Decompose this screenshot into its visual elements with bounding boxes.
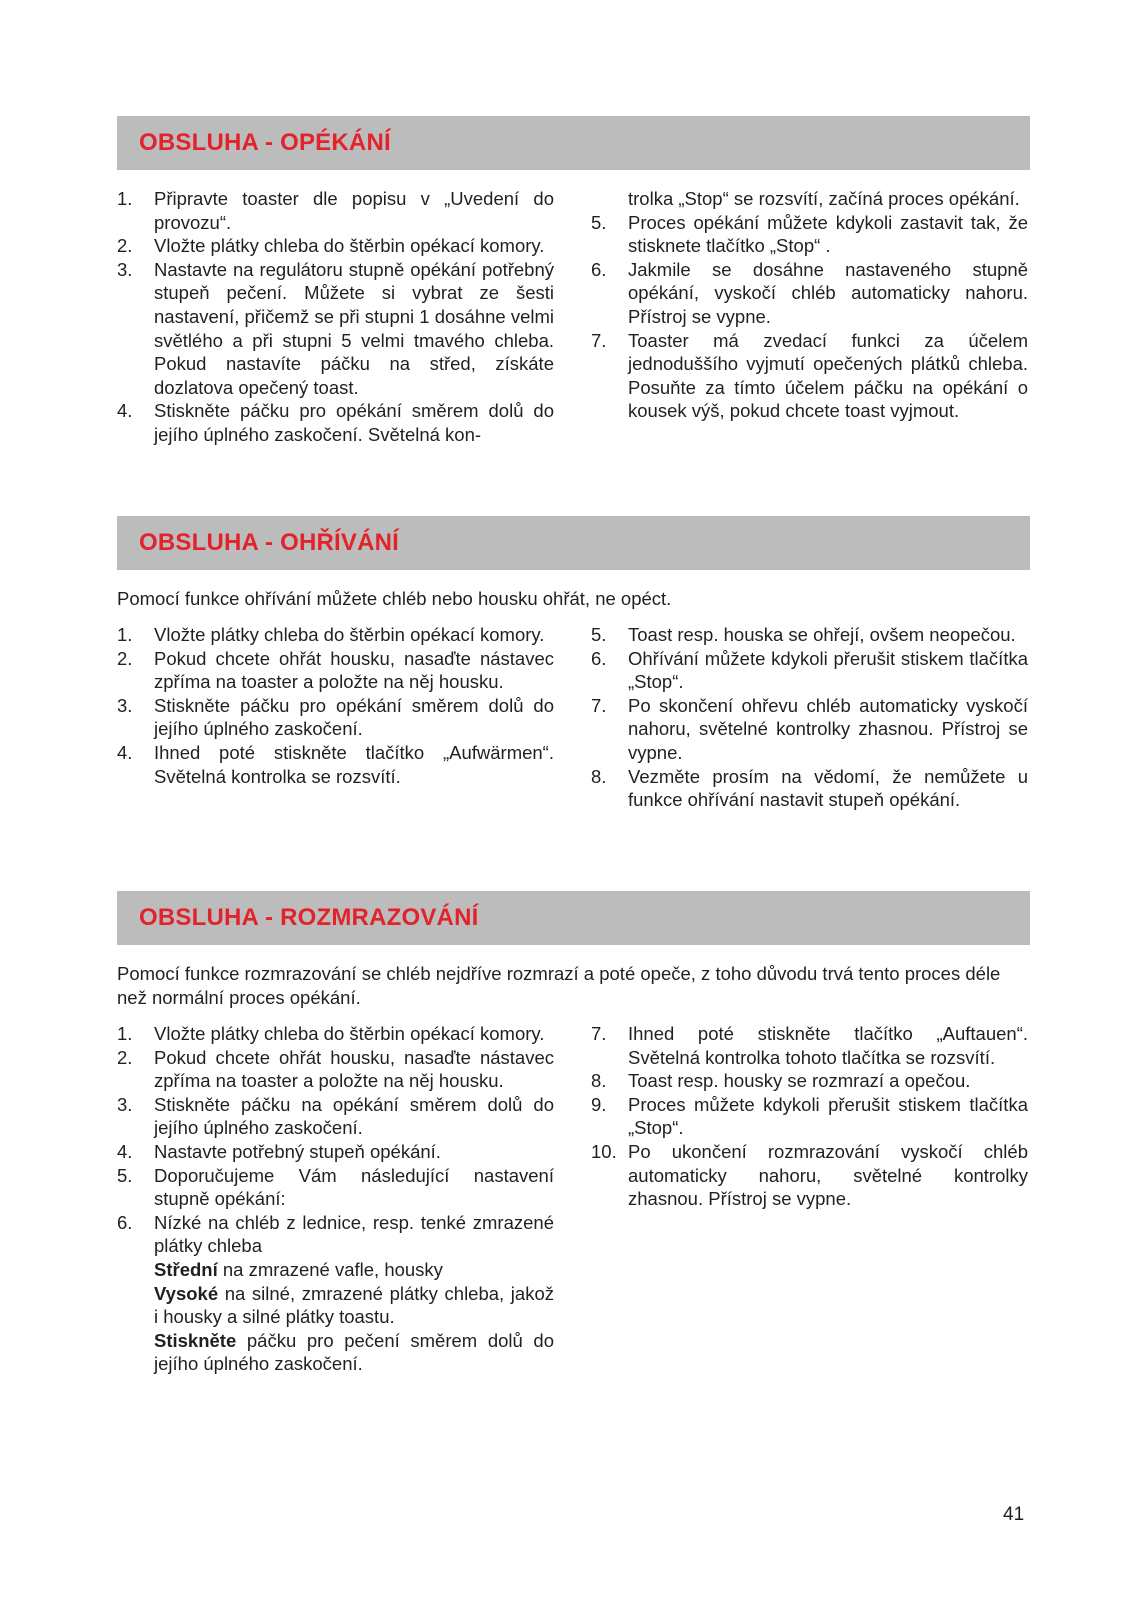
list-item: 5. Toast resp. houska se ohřejí, ovšem neopečou.: [591, 624, 1016, 645]
section-title: OBSLUHA - OHŘÍVÁNÍ: [139, 529, 400, 556]
list-item: 7. Toaster má zvedací funkci za účelem jednoduššího vyjmutí opečených plátků chleba. Posuňte za tímto účelem páčku na opékání o kousek výš, pokud chcete toast vyjmout.: [591, 329, 1028, 422]
list-item: 6. Jakmile se dosáhne nastaveného stupně opékání, vyskočí chléb automaticky nahoru. Přístroj se vypne.: [591, 258, 1028, 327]
section-header-ohrivani: [117, 516, 1030, 570]
list-item: 10. Po ukončení rozmrazování vyskočí chléb automaticky nahoru, světelné kontrolky zhasnou. Přístroj se vypne.: [591, 1140, 1028, 1210]
section-intro: Pomocí funkce ohřívání můžete chléb nebo housku ohřát, ne opéct.: [117, 588, 672, 609]
ohrivani-left-column: [117, 623, 554, 788]
list-item: 2. Pokud chcete ohřát housku, nasaďte nástavec zpříma na toaster a položte na něj housku.: [117, 647, 554, 693]
page-number: 41: [1003, 1504, 1025, 1525]
opekani-left-column: [117, 187, 554, 447]
list-item: 2. Pokud chcete ohřát housku, nasaďte nástavec zpříma na toaster a položte na něj housku.: [117, 1046, 554, 1092]
list-item: 6. Nízké na chléb z lednice, resp. tenké zmrazené plátky chleba Střední na zmrazené vafle, housky Vysoké na silné, zmrazené plátky chleba, jakož i housky a silné plátky toastu. Stiskněte páčku pro pečení směrem dolů do jejího úplného zaskočení.: [117, 1211, 554, 1375]
section-header-rozmrazovani: [117, 891, 1030, 945]
list-item: 8. Toast resp. housky se rozmrazí a opečou.: [591, 1070, 971, 1092]
list-item: 7. Po skončení ohřevu chléb automaticky vyskočí nahoru, světelné kontrolky zhasnou. Přístroj se vypne.: [591, 694, 1028, 763]
list-item: 5. Proces opékání můžete kdykoli zastavit tak, že stisknete tlačítko „Stop“ .: [591, 211, 1028, 257]
list-item: 4. Ihned poté stiskněte tlačítko „Aufwärmen“. Světelná kontrolka se rozsvítí.: [117, 741, 554, 787]
ohrivani-right-column: [591, 623, 1028, 812]
list-item: 6. Ohřívání můžete kdykoli přerušit stiskem tlačítka „Stop“.: [591, 647, 1028, 693]
list-item: 2. Vložte plátky chleba do štěrbin opékací komory.: [117, 235, 545, 257]
list-item: 4. Nastavte potřebný stupeň opékání.: [117, 1140, 441, 1162]
list-item: 9. Proces můžete kdykoli přerušit stiskem tlačítka „Stop“.: [591, 1093, 1028, 1139]
list-item: 5. Doporučujeme Vám následující nastavení stupně opékání:: [117, 1164, 554, 1210]
sub-item: Stiskněte páčku pro pečení směrem dolů do jejího úplného zaskočení.: [154, 1329, 554, 1375]
list-item: 1. Připravte toaster dle popisu v „Uvedení do provozu“.: [117, 188, 554, 233]
section-intro: Pomocí funkce rozmrazování se chléb nejdříve rozmrazí a poté opeče, z toho důvodu trvá tento proces déle než normální proces opékání.: [117, 963, 1001, 1008]
list-item: 3. Nastavte na regulátoru stupně opékání potřebný stupeň pečení. Můžete si vybrat ze šesti nastavení, přičemž se při stupni 1 dosáhne velmi světlého a při stupni 5 velmi tmavého chleba. Pokud nastavíte páčku na střed, získáte dozlatova opečený toast.: [117, 258, 555, 398]
list-item: 3. Stiskněte páčku na opékání směrem dolů do jejího úplného zaskočení.: [117, 1093, 554, 1139]
list-item: 8. Vezměte prosím na vědomí, že nemůžete u funkce ohřívání nastavit stupeň opékání.: [591, 765, 1028, 811]
list-item: trolka „Stop“ se rozsvítí, začíná proces opékání.: [628, 188, 1020, 209]
opekani-right-column: [591, 187, 1028, 423]
list-item: 1. Vložte plátky chleba do štěrbin opékací komory.: [117, 624, 545, 645]
rozmrazovani-left-column: [117, 1022, 554, 1376]
sub-item: Střední na zmrazené vafle, housky: [154, 1258, 443, 1280]
rozmrazovani-right-column: [591, 1022, 1028, 1211]
list-item: 1. Vložte plátky chleba do štěrbin opékací komory.: [117, 1023, 545, 1044]
list-item: 3. Stiskněte páčku pro opékání směrem dolů do jejího úplného zaskočení.: [117, 694, 554, 740]
section-title: OBSLUHA - ROZMRAZOVÁNÍ: [139, 904, 479, 931]
section-title: OBSLUHA - OPÉKÁNÍ: [139, 129, 391, 156]
list-item: 4. Stiskněte páčku pro opékání směrem dolů do jejího úplného zaskočení. Světelná kon-: [117, 400, 554, 445]
sub-item: Vysoké na silné, zmrazené plátky chleba, jakož i housky a silné plátky toastu.: [154, 1282, 554, 1328]
list-item: 7. Ihned poté stiskněte tlačítko „Auftauen“. Světelná kontrolka tohoto tlačítka se rozsvítí.: [591, 1023, 1028, 1068]
section-header-opekani: [117, 116, 1030, 170]
